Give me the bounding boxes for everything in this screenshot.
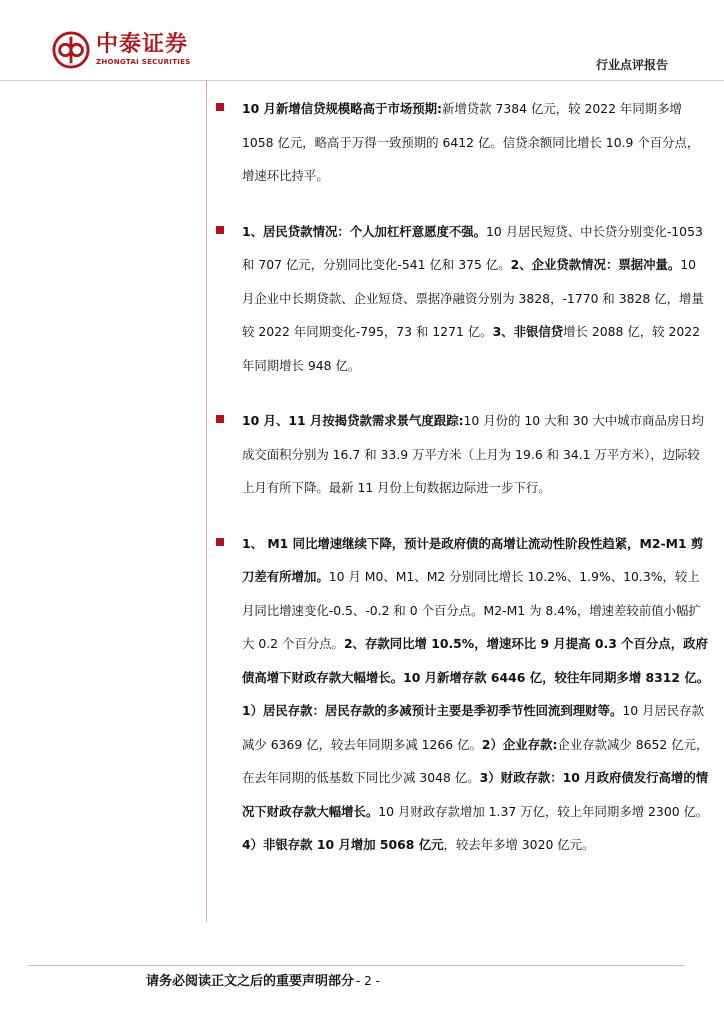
page-number: - 2 - xyxy=(356,974,380,988)
logo-chinese-name: 中泰证券 xyxy=(96,32,189,57)
text-run: ，较去年多增 3020 亿元。 xyxy=(443,837,595,852)
left-margin-rule xyxy=(206,80,207,922)
bold-text-run: 2、企业贷款情况：票据冲量。 xyxy=(510,257,681,272)
bullet-paragraph xyxy=(216,404,710,505)
text-run: 10 月 M0、M1、M2 分别同比增长 10.2%、1.9%、10.3%，较上月同比增速变化-0.5、-0.2 和 0 个百分点。M2-M1 为 8.4%，增速差较前值小幅扩大 0.2 个百分点。 xyxy=(242,569,701,651)
footer-disclaimer xyxy=(146,970,380,989)
report-type-label: 行业点评报告 xyxy=(595,58,668,72)
bold-text-run: 1、居民贷款情况：个人加杠杆意愿度不强。 xyxy=(242,223,487,239)
text-run: 10 月财政存款增加 1.37 万亿，较上年同期多增 2300 亿。 xyxy=(378,803,709,819)
square-bullet-icon xyxy=(216,103,224,111)
bullet-paragraph xyxy=(216,527,710,862)
square-bullet-icon xyxy=(216,226,224,234)
footer-notice: 请务必阅读正文之后的重要声明部分 xyxy=(146,974,355,989)
bold-text-run: 10 月、11 月按揭贷款需求景气度跟踪: xyxy=(242,413,464,428)
text-run: 10 月企业中长期贷款、企业短贷、票据净融资分别为 3828，-1770 和 3828 亿，增量较 2022 年同期变化-795，73 和 1271 亿。 xyxy=(242,257,704,339)
report-body xyxy=(216,92,710,884)
header-divider xyxy=(0,80,724,81)
text-run: 10 月居民短贷、中长贷分别变化-1053 和 707 亿元，分别同比变化-541 亿和 375 亿。 xyxy=(242,223,703,272)
bold-text-run: 3）财政存款：10 月政府债发行高增的情况下财政存款大幅增长。 xyxy=(242,770,709,819)
bold-text-run: 2、存款同比增 10.5%，增速环比 9 月提高 0.3 个百分点，政府债高增下财政存款大幅增长。10 月新增存款 6446 亿，较往年同期多增 8312 亿。1）居民存款：居民存款的多减预计主要是季初季节性回流到理财等。 xyxy=(242,636,710,718)
text-run: 企业存款减少 8652 亿元，在去年同期的低基数下同比少减 3048 亿。 xyxy=(242,736,709,785)
square-bullet-icon xyxy=(216,415,224,423)
bold-text-run: 3、非银信贷 xyxy=(492,324,564,339)
square-bullet-icon xyxy=(216,538,224,546)
bold-text-run: 4）非银存款 10 月增加 5068 亿元 xyxy=(242,837,444,852)
text-run: 新增贷款 7384 亿元，较 2022 年同期多增 1058 亿元，略高于万得一致预期的 6412 亿。信贷余额同比增长 10.9 个百分点，增速环比持平。 xyxy=(242,101,700,183)
bold-text-run: 1、 M1 同比增速继续下降，预计是政府债的高增让流动性阶段性趋紧，M2-M1 剪刀差有所增加。 xyxy=(242,535,704,584)
logo-english-name: ZHONGTAI SECURITIES xyxy=(96,58,191,66)
text-run: 增长 2088 亿，较 2022 年同期增长 948 亿。 xyxy=(242,324,700,373)
footer-divider xyxy=(28,965,684,966)
text-run: 10 月份的 10 大和 30 大中城市商品房日均成交面积分别为 16.7 和 33.9 万平方米（上月为 19.6 和 34.1 万平方米），边际较上月有所下降。最新 11 月份上旬数据边际进一步下行。 xyxy=(242,413,705,495)
bullet-paragraph xyxy=(216,92,710,193)
bullet-paragraph xyxy=(216,215,710,383)
text-run: 10 月居民存款减少 6369 亿，较去年同期多减 1266 亿。 xyxy=(242,703,705,752)
zhongtai-logo-icon xyxy=(52,31,90,69)
company-logo xyxy=(52,28,191,72)
bold-text-run: 2）企业存款: xyxy=(481,736,558,752)
bold-text-run: 10 月新增信贷规模略高于市场预期: xyxy=(242,101,442,116)
